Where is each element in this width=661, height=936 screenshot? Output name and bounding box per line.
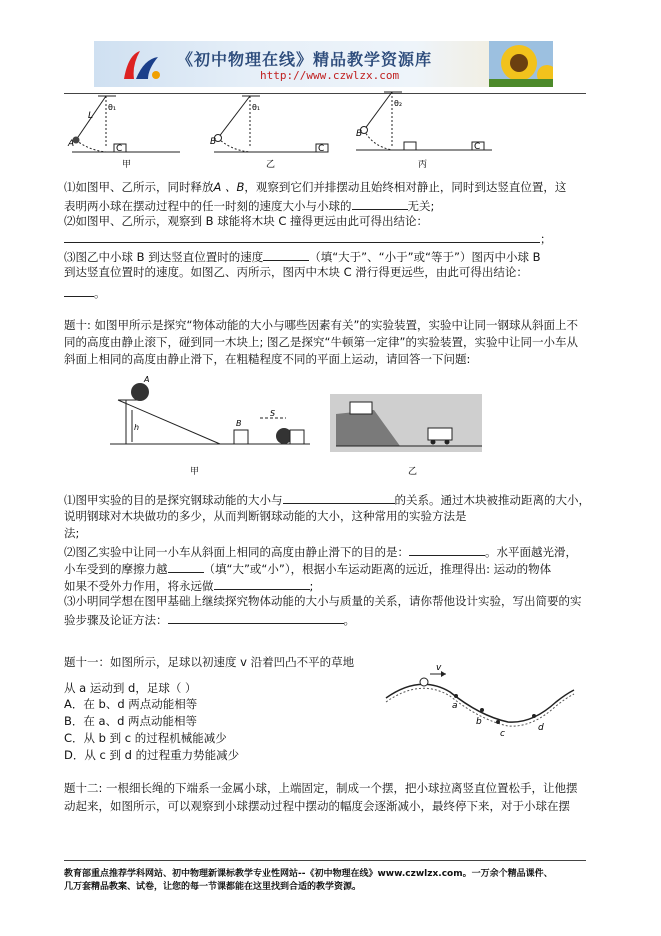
q10-ans-1: ⑴图甲实验的目的是探究钢球动能的大小与 的关系。通过木块被推动距离的大小， bbox=[64, 493, 590, 507]
q10-ans-2: 说明钢球对木块做功的多少，从而判断钢球动能的大小，这种常用的实验方法是 bbox=[64, 509, 467, 523]
q9-blank-1[interactable] bbox=[352, 197, 408, 210]
q9-line-1: ⑴如图甲、乙所示，同时释放A 、B，观察到它们并排摆动且始终相对静止，同时到达竖直位置，这 bbox=[64, 180, 567, 194]
q9-blank-3[interactable] bbox=[263, 248, 309, 261]
q11-option-d[interactable]: D．从 c 到 d 的过程重力势能减少 bbox=[64, 748, 240, 762]
fig-height-label: h bbox=[134, 423, 140, 432]
q9-line-5: ⑶图乙中小球 B 到达竖直位置时的速度 （填“大于”、“小于”或“等于”）图丙中小球 B bbox=[64, 250, 541, 264]
q9-line-3: ⑵如图甲、乙所示，观察到 B 球能将木块 C 撞得更远由此可得出结论： bbox=[64, 214, 429, 228]
caption-bing: 丙 bbox=[418, 160, 428, 170]
q9-blank-4[interactable] bbox=[64, 284, 94, 297]
fig-ball-a-label: A bbox=[144, 375, 150, 384]
q11-option-c[interactable]: C．从 b 到 c 的过程机械能减少 bbox=[64, 731, 227, 745]
q10-line-3: 斜面上相同的高度由静止滑下，在粗糙程度不同的平面上运动，请回答一下问题: bbox=[64, 352, 471, 366]
q10-ans-6: 如果不受外力作用，将永远做 ; bbox=[64, 579, 314, 593]
site-logo-icon bbox=[118, 45, 168, 85]
q10-line-2: 同的高度由静止滚下，碰到同一木块上; 图乙是探究“牛顿第一定律”的实验装置，实验中让同一小车从 bbox=[64, 335, 578, 349]
q10-ans-4: ⑵图乙实验中让同一小车从斜面上相同的高度由静止滑下的目的是： 。水平面越光滑， bbox=[64, 545, 577, 559]
q12-line-1: 题十二: 一根细长绳的下端系一金属小球，上端固定，制成一个摆，把小球拉离竖直位置松手，让他摆 bbox=[64, 781, 578, 795]
q10-blank-4[interactable] bbox=[214, 577, 310, 590]
fig-caption-yi: 乙 bbox=[408, 467, 418, 477]
caption-yi: 乙 bbox=[266, 160, 276, 170]
q11-stem-1: 题十一：如图所示，足球以初速度 v 沿着凹凸不平的草地 bbox=[64, 655, 355, 669]
q10-ans-5: 小车受到的摩擦力越 （填“大”或“小”），根据小车运动距离的远近，推理得出: 运动的物体 bbox=[64, 562, 552, 576]
box-c-jia: C bbox=[116, 144, 123, 154]
banner-title: 《初中物理在线》精品教学资源库 bbox=[177, 50, 433, 69]
sunflower-icon bbox=[489, 41, 553, 87]
site-banner bbox=[94, 41, 553, 87]
q10-line-1: 题十: 如图甲所示是探究“物体动能的大小与哪些因素有关”的实验装置，实验中让同一钢球从斜面上不 bbox=[64, 318, 578, 332]
q10-blank-5[interactable] bbox=[168, 611, 344, 624]
q9-line-6: 到达竖直位置时的速度。如图乙、丙所示，图丙中木块 C 滑行得更远些，由此可得出结论： bbox=[64, 265, 528, 279]
q9-line-2: 表明两小球在摆动过程中的任一时刻的速度大小与小球的 无关; bbox=[64, 199, 435, 213]
angle-label-yi: θ₁ bbox=[252, 103, 261, 112]
ramp-figure bbox=[110, 374, 490, 484]
q10-ans-8: 验步骤及论证方法： 。 bbox=[64, 613, 355, 627]
q10-ans-7: ⑶小明同学想在图甲基础上继续探究物体动能的大小与质量的关系，请你帮他设计实验，写出简要的实 bbox=[64, 594, 582, 608]
fig-box-b-label: B bbox=[236, 419, 242, 428]
q11-stem-2: 从 a 运动到 d，足球（ ） bbox=[64, 681, 197, 695]
velocity-label: v bbox=[436, 663, 442, 673]
length-label: L bbox=[88, 111, 94, 121]
box-c-bing: C bbox=[474, 142, 481, 152]
fig-caption-jia: 甲 bbox=[190, 467, 200, 477]
ball-a-label: A bbox=[68, 139, 75, 149]
point-a-label: a bbox=[452, 701, 458, 711]
ball-b-label-bing: B bbox=[356, 129, 363, 139]
point-d-label: d bbox=[538, 723, 544, 733]
footer-line-2: 几万套精品教案、试卷，让您的每一节课都能在这里找到合适的教学资源。 bbox=[64, 882, 362, 892]
q10-blank-2[interactable] bbox=[409, 543, 485, 556]
angle-label-jia: θ₁ bbox=[108, 103, 117, 112]
q11-option-a[interactable]: A．在 b、d 两点动能相等 bbox=[64, 697, 198, 711]
q10-ans-3: 法; bbox=[64, 526, 80, 540]
box-c-yi: C bbox=[318, 144, 325, 154]
point-c-label: c bbox=[500, 729, 505, 739]
fig-distance-label: S bbox=[270, 409, 276, 418]
angle-label-bing: θ₂ bbox=[394, 99, 403, 108]
point-b-label: b bbox=[476, 717, 482, 727]
footer-line-1: 教育部重点推荐学科网站、初中物理新课标教学专业性网站--《初中物理在线》www.czwlzx.com。一万余个精品课件、 bbox=[64, 869, 553, 879]
ball-b-label-yi: B bbox=[210, 137, 217, 147]
q9-line-7: 。 bbox=[64, 284, 106, 301]
q12-line-2: 动起来，如图所示，可以观察到小球摆动过程中摆动的幅度会逐渐减小，最终停下来，对于小球在摆 bbox=[64, 799, 570, 813]
caption-jia: 甲 bbox=[122, 160, 132, 170]
q11-option-b[interactable]: B．在 a、d 两点动能相等 bbox=[64, 714, 198, 728]
q10-blank-3[interactable] bbox=[168, 560, 204, 573]
q9-blank-2[interactable] bbox=[64, 230, 540, 243]
footer-rule bbox=[64, 860, 586, 861]
q9-line-4: ； bbox=[64, 230, 552, 247]
q10-blank-1[interactable] bbox=[283, 491, 395, 504]
banner-url: http://www.czwlzx.com bbox=[260, 69, 400, 82]
terrain-figure bbox=[380, 660, 580, 740]
pendulum-figure bbox=[64, 88, 504, 172]
